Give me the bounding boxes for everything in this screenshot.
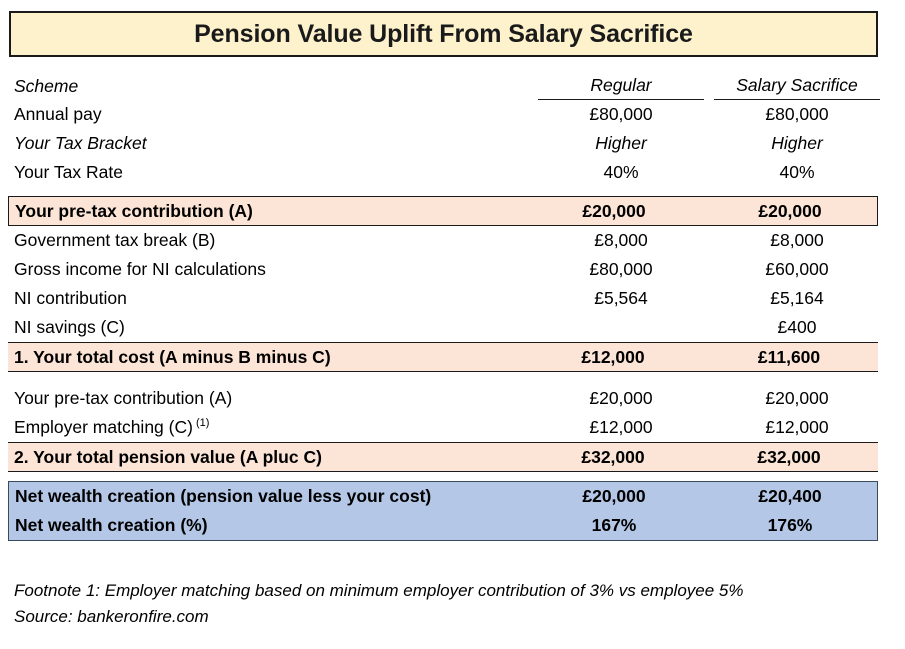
- column-header-scheme: Scheme: [14, 76, 79, 96]
- footnote-marker: (1): [195, 417, 210, 430]
- document-title-box: [9, 11, 878, 57]
- row-value-regular: £12,000: [589, 417, 653, 437]
- row-label: Your pre-tax contribution (A): [15, 200, 253, 221]
- row-value-regular: £12,000: [581, 346, 645, 367]
- row-value-salary-sacrifice: £20,400: [758, 486, 822, 506]
- row-value-salary-sacrifice: £5,164: [770, 288, 824, 308]
- row-spacer: [0, 187, 905, 196]
- row-label: NI savings (C): [14, 317, 125, 337]
- table-row-net-wealth-percent: [9, 511, 877, 540]
- table-row: [0, 129, 905, 158]
- table-row-highlight-pretax-contribution: [8, 196, 878, 226]
- row-value-salary-sacrifice: £60,000: [765, 259, 829, 279]
- table-header-row: [0, 66, 905, 100]
- footnotes: [14, 578, 894, 630]
- table-row: [0, 226, 905, 255]
- row-label: Government tax break (B): [14, 230, 216, 250]
- table-row-highlight-total-pension-value: [8, 442, 878, 472]
- row-label: 1. Your total cost (A minus B minus C): [14, 346, 331, 367]
- table-row: [0, 313, 905, 342]
- row-value-regular: £20,000: [582, 200, 646, 221]
- row-value-regular: £80,000: [589, 104, 653, 124]
- row-value-salary-sacrifice: £32,000: [757, 446, 821, 467]
- row-value-salary-sacrifice: £20,000: [758, 200, 822, 221]
- row-spacer: [0, 472, 905, 481]
- row-value-regular: £32,000: [581, 446, 645, 467]
- row-value-salary-sacrifice: £400: [777, 317, 817, 337]
- pension-comparison-table: [0, 66, 905, 541]
- row-spacer: [0, 372, 905, 384]
- row-label: Gross income for NI calculations: [14, 259, 266, 279]
- column-header-regular: Regular: [538, 75, 704, 100]
- row-label: Annual pay: [14, 104, 102, 124]
- table-row: [0, 255, 905, 284]
- row-label: Your Tax Bracket: [14, 133, 147, 153]
- row-value-salary-sacrifice: £80,000: [765, 104, 829, 124]
- row-label: Your Tax Rate: [14, 162, 123, 182]
- row-value-regular: £20,000: [589, 388, 653, 408]
- row-label: NI contribution: [14, 288, 127, 308]
- row-label: 2. Your total pension value (A pluc C): [14, 446, 322, 467]
- row-value-salary-sacrifice: Higher: [771, 133, 823, 153]
- row-value-salary-sacrifice: 40%: [779, 162, 815, 182]
- row-label: Net wealth creation (pension value less your cost): [15, 486, 432, 506]
- table-row-net-wealth-absolute: [9, 482, 877, 511]
- table-row-highlight-total-cost: [8, 342, 878, 372]
- source-line: Source: bankeronfire.com: [14, 607, 209, 626]
- row-value-salary-sacrifice: 176%: [767, 515, 813, 535]
- footnote-1: Footnote 1: Employer matching based on minimum employer contribution of 3% vs employee 5%: [14, 581, 744, 600]
- table-row: [0, 384, 905, 413]
- table-row: [0, 100, 905, 129]
- row-value-regular: £8,000: [594, 230, 648, 250]
- row-value-regular: £20,000: [582, 486, 646, 506]
- table-row: [0, 413, 905, 442]
- column-header-salary-sacrifice: Salary Sacrifice: [714, 75, 880, 100]
- row-value-regular: Higher: [595, 133, 647, 153]
- page-title: Pension Value Uplift From Salary Sacrifice: [194, 19, 693, 48]
- row-label: [14, 417, 536, 438]
- row-value-regular: 40%: [603, 162, 639, 182]
- row-label-text: Employer matching (C): [14, 417, 193, 437]
- row-label: Net wealth creation (%): [15, 515, 208, 535]
- row-label: Your pre-tax contribution (A): [14, 388, 233, 408]
- row-value-regular: £80,000: [589, 259, 653, 279]
- row-value-salary-sacrifice: £20,000: [765, 388, 829, 408]
- net-wealth-summary-block: [8, 481, 878, 541]
- row-value-salary-sacrifice: £8,000: [770, 230, 824, 250]
- row-value-salary-sacrifice: £11,600: [757, 346, 821, 367]
- table-row: [0, 158, 905, 187]
- table-row: [0, 284, 905, 313]
- row-value-regular: 167%: [591, 515, 637, 535]
- row-value-salary-sacrifice: £12,000: [765, 417, 829, 437]
- row-value-regular: £5,564: [594, 288, 648, 308]
